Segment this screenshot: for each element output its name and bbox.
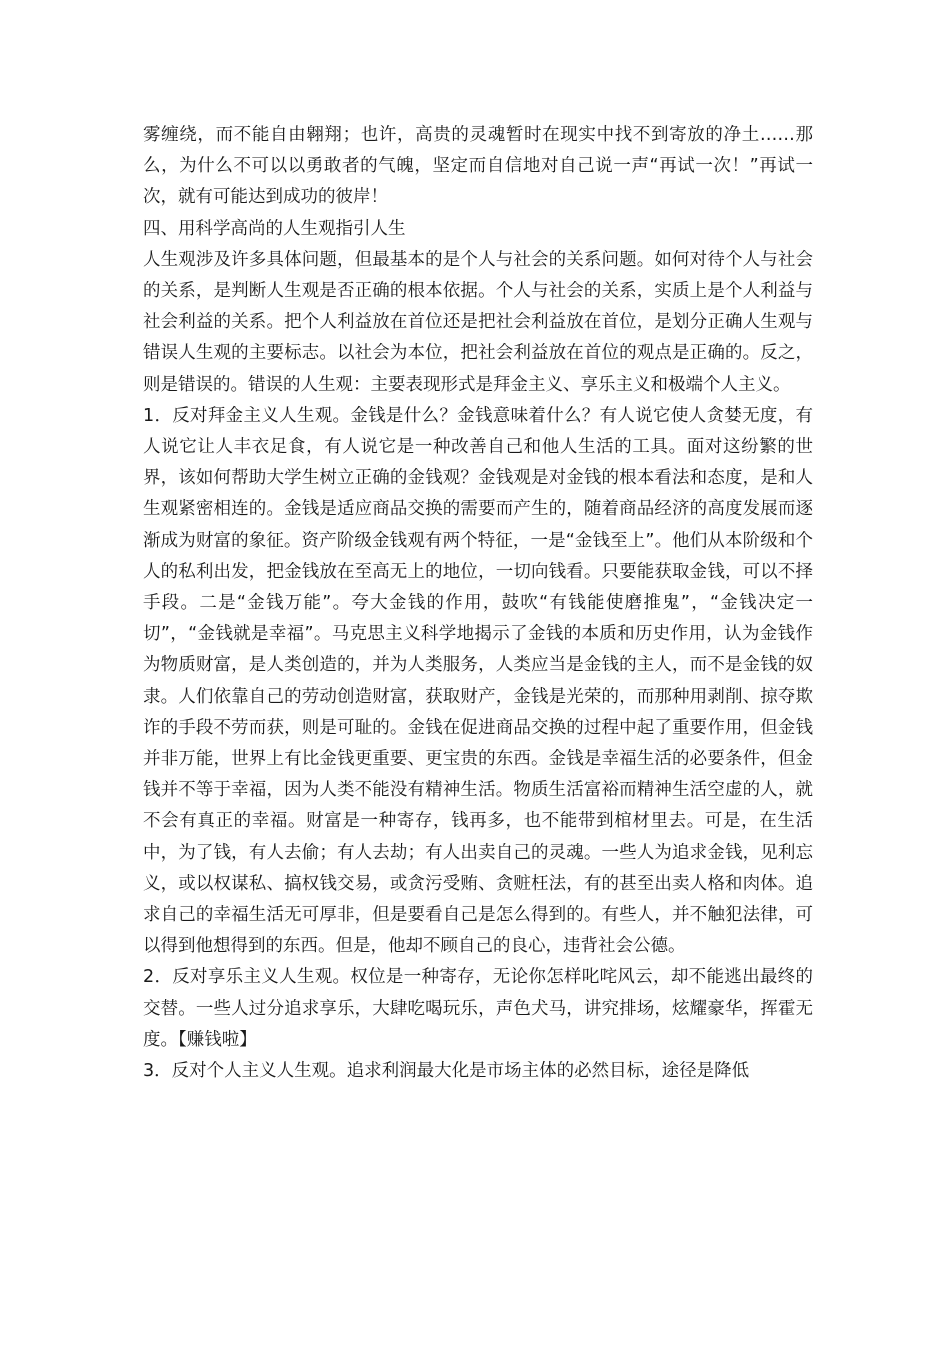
document-body <box>143 120 813 1087</box>
paragraph-point-1: 1．反对拜金主义人生观。金钱是什么？金钱意味着什么？有人说它使人贪婪无度，有人说它让人丰衣足食，有人说它是一种改善自己和他人生活的工具。面对这纷繁的世界，该如何帮助大学生树立正确的金钱观？金钱观是对金钱的根本看法和态度，是和人生观紧密相连的。金钱是适应商品交换的需要而产生的，随着商品经济的高度发展而逐渐成为财富的象征。资产阶级金钱观有两个特征，一是“金钱至上”。他们从本阶级和个人的私利出发，把金钱放在至高无上的地位，一切向钱看。只要能获取金钱，可以不择手段。二是“金钱万能”。夸大金钱的作用，鼓吹“有钱能使磨推鬼”，“金钱决定一切”，“金钱就是幸福”。马克思主义科学地揭示了金钱的本质和历史作用，认为金钱作为物质财富，是人类创造的，并为人类服务，人类应当是金钱的主人，而不是金钱的奴隶。人们依靠自己的劳动创造财富，获取财产，金钱是光荣的，而那种用剥削、掠夺欺诈的手段不劳而获，则是可耻的。金钱在促进商品交换的过程中起了重要作用，但金钱并非万能，世界上有比金钱更重要、更宝贵的东西。金钱是幸福生活的必要条件，但金钱并不等于幸福，因为人类不能没有精神生活。物质生活富裕而精神生活空虚的人，就不会有真正的幸福。财富是一种寄存，钱再多，也不能带到棺材里去。可是，在生活中，为了钱，有人去偷；有人去劫；有人出卖自己的灵魂。一些人为追求金钱，见利忘义，或以权谋私、搞权钱交易，或贪污受贿、贪赃枉法，有的甚至出卖人格和肉体。追求自己的幸福生活无可厚非，但是要看自己是怎么得到的。有些人，并不触犯法律，可以得到他想得到的东西。但是，他却不顾自己的良心，违背社会公德。 <box>143 405 813 957</box>
paragraph-point-3: 3．反对个人主义人生观。追求利润最大化是市场主体的必然目标，途径是降低 <box>143 1061 750 1082</box>
paragraph-intro: 人生观涉及许多具体问题，但最基本的是个人与社会的关系问题。如何对待个人与社会的关系，是判断人生观是否正确的根本依据。个人与社会的关系，实质上是个人利益与社会利益的关系。把个人利益放在首位还是把社会利益放在首位，是划分正确人生观与错误人生观的主要标志。以社会为本位，把社会利益放在首位的观点是正确的。反之，则是错误的。错误的人生观：主要表现形式是拜金主义、享乐主义和极端个人主义。 <box>143 249 813 395</box>
section-heading: 四、用科学高尚的人生观指引人生 <box>143 218 406 239</box>
paragraph-continuation: 雾缠绕，而不能自由翱翔；也许，高贵的灵魂暂时在现实中找不到寄放的净土……那么，为什么不可以以勇敢者的气魄，坚定而自信地对自己说一声“再试一次！”再试一次，就有可能达到成功的彼岸！ <box>143 125 813 208</box>
paragraph-point-2: 2．反对享乐主义人生观。权位是一种寄存，无论你怎样叱咤风云，却不能逃出最终的交替。一些人过分追求享乐，大肆吃喝玩乐，声色犬马，讲究排场，炫耀豪华，挥霍无度。【赚钱啦】 <box>143 967 813 1050</box>
